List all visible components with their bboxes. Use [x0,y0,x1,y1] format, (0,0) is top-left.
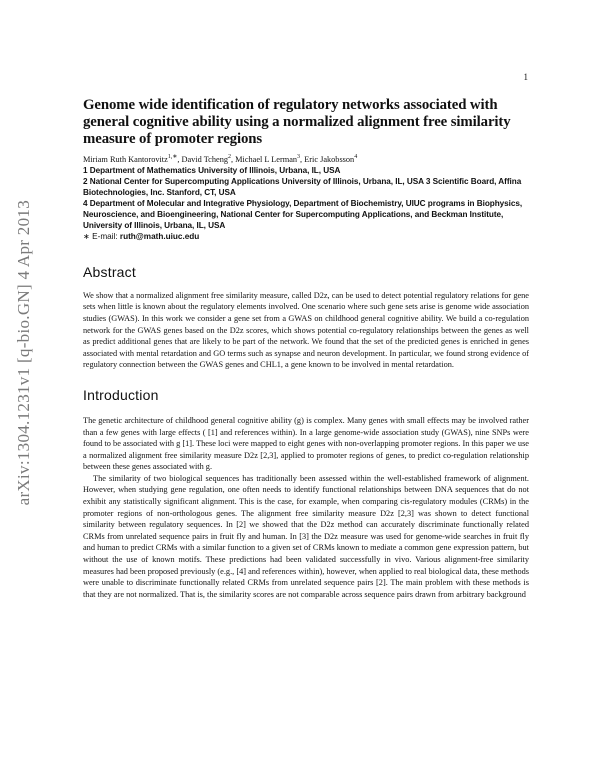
affiliation-1: 1 Department of Mathematics University of Illinois, Urbana, IL, USA [83,165,341,175]
intro-paragraph-2: The similarity of two biological sequences has traditionally been assessed within the well-established framework of alignment. However, when studying gene regulation, one often needs to identify functional relationships between DNA sequences that do not exhibit any statistically significant alignment. This is the case, for example, when comparing cis-regulatory modules (CRMs) in the promoter regions of non-orthologous genes. The alignment free similarity measure D2z [2,3] was shown to detect functional similarity between regulatory sequences. In [2] we showed that the D2z method can accurately discriminate functionally related CRMs from unrelated sequence pairs in fruit fly and human. In [3] the D2z measure was used for genome-wide searches in fruit fly and human to predict CRMs with a similar function to a given set of CRMs known to mediate a common gene expression pattern, but without the use of known motifs. These predictions had been validated successfully in vivo. Various alignment-free similarity measures had been proposed previously (e.g., [4] and references within), however, when applied to real biological data, these methods were unable to discriminate functionally related CRMs from unrelated sequence pairs [2]. The main problem with these methods is that they are not normalized. That is, the similarity scores are not comparable across sequence pairs drawn from arbitrary background [83,473,529,599]
email-address[interactable]: ruth@math.uiuc.edu [119,231,200,241]
author-list: Miriam Ruth Kantorovitz$^{1,∗}$, David Tcheng$^2$, Michael L Lerman$^3$, Eric Jakobsson$^4$ [83,154,358,164]
contact-email [83,231,529,242]
introduction-heading: Introduction [83,386,159,403]
affiliation-2-3: 2 National Center for Supercomputing Applications University of Illinois, Urbana, IL, USA 3 Scientific Board, Affina Biotechnologies, Inc. Stanford, CT, USA [83,176,522,197]
paper-content [83,97,529,600]
email-prefix: ∗ E-mail: [83,231,120,241]
arxiv-identifier: arXiv:1304.1231v1 [q-bio.GN] 4 Apr 2013 [14,200,33,506]
abstract-heading: Abstract [83,263,136,280]
paper-title: Genome wide identification of regulatory networks associated with general cognitive ability using a normalized alignment free similarity measure of promoter regions [83,97,511,147]
intro-paragraph-1: The genetic architecture of childhood general cognitive ability (g) is complex. Many genes with small effects may be involved rather than a few genes with large effects ( [1] and references within). In a large genome-wide association study (GWAS), nine SNPs were found to be associated with g [1]. These loci were mapped to eight genes with non-overlapping promoter regions. In this paper we use a normalized alignment free similarity measure D2z [2,3], applied to promoter regions of genes, to predict co-regulation relationship between these genes associated with g. [83,415,529,472]
page-number: 1 [523,72,528,82]
affiliation-4: 4 Department of Molecular and Integrative Physiology, Department of Biochemistry, UIUC programs in Biophysics, Neuroscience, and Bioengineering, National Center for Supercomputing Applications, and Beckman Institute, University of Illinois, Urbana, IL, USA [83,198,523,230]
abstract-text: We show that a normalized alignment free similarity measure, called D2z, can be used to detect potential regulatory relations for gene sets when little is known about the regulatory elements involved. One scenario where such gene sets arise is genome wide association studies (GWAS). In this work we consider a gene set from a GWAS on childhood general cognitive ability. We build a co-regulation network for the GWAS genes based on the D2z scores, which shows potential co-regulatory relationships between the genes as well as predict additional genes that are likely to be part of the network. We found that the set of the predicted genes is enriched in genes associated with mental retardation and GO terms such as synapse and neuron development. In particular, we found strong evidence of regulatory connection between the GWAS genes and CHL1, a gene known to be involved in mental retardation. [83,290,529,370]
